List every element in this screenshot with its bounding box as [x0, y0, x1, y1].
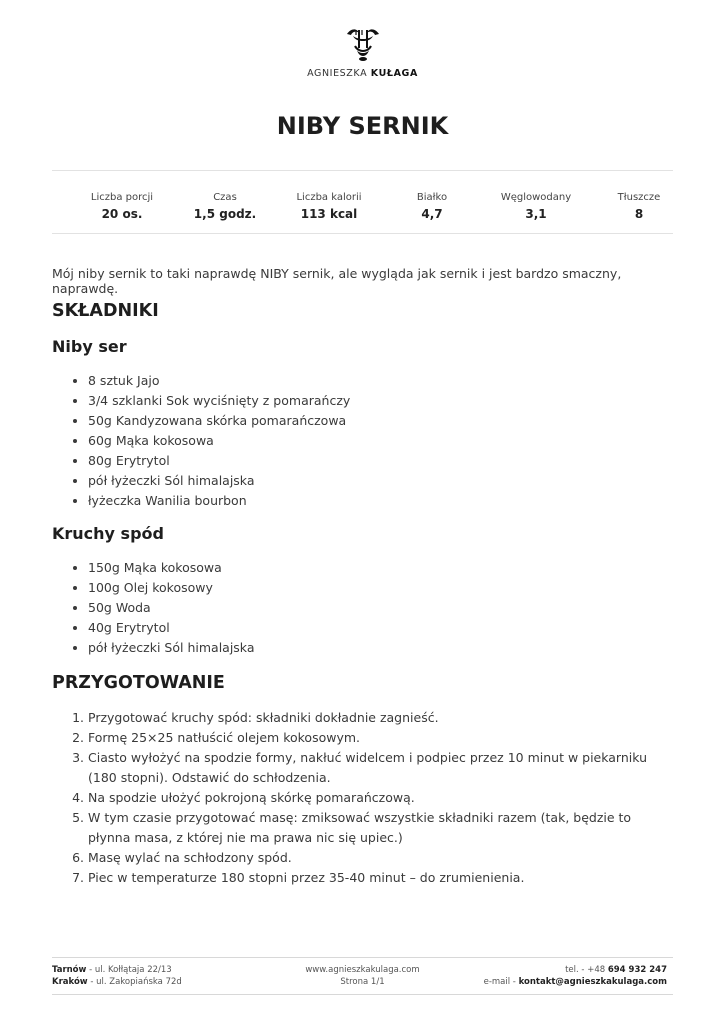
footer-email-label: e-mail - [483, 977, 519, 987]
page-footer [52, 957, 673, 995]
ingredient-group-title: Niby ser [52, 337, 127, 356]
footer-email [484, 976, 667, 988]
ingredient-item: • 3/4 szklanki Sok wyciśnięty z pomarańczy [88, 391, 677, 411]
recipe-intro: Mój niby sernik to taki naprawdę NIBY sernik, ale wygląda jak sernik i jest bardzo smaczny, naprawdę. [52, 266, 622, 296]
footer-street: - ul. Zakopiańska 72d [87, 977, 182, 987]
ingredient-item: • pół łyżeczki Sól himalajska [88, 638, 677, 658]
footer-contact [484, 964, 667, 988]
ingredient-item: • 60g Mąka kokosowa [88, 431, 677, 451]
preparation-step: 2. Formę 25×25 natłuścić olejem kokosowym. [88, 728, 677, 748]
brand-name-first: AGNIESZKA [307, 68, 368, 79]
preparation-step: 7. Piec w temperaturze 180 stopni przez 35-40 minut – do zrumienienia. [88, 868, 677, 888]
stat-time [175, 191, 275, 221]
footer-email-link[interactable]: kontakt@agnieszkakulaga.com [518, 977, 667, 987]
ingredient-list [52, 558, 677, 658]
stat-label: Tłuszcze [617, 192, 661, 203]
footer-phone-label: tel. - +48 [565, 965, 608, 975]
header-logo [0, 26, 725, 79]
footer-page-number: Strona 1/1 [340, 977, 385, 987]
preparation-step: 4. Na spodzie ułożyć pokrojoną skórkę pomarańczową. [88, 788, 677, 808]
ingredient-item: • 150g Mąka kokosowa [88, 558, 677, 578]
footer-city: Kraków [52, 977, 88, 987]
footer-street: - ul. Kołłątaja 22/13 [86, 965, 172, 975]
ingredient-item: • łyżeczka Wanilia bourbon [88, 491, 677, 511]
stat-calories [279, 191, 379, 221]
stat-protein [382, 191, 482, 221]
stat-carbs [486, 191, 586, 221]
footer-website-link[interactable]: www.agnieszkakulaga.com [305, 965, 420, 975]
ingredient-item: • 50g Woda [88, 598, 677, 618]
stat-fat [589, 191, 689, 221]
ingredient-item: • 80g Erytrytol [88, 451, 677, 471]
stat-label: Czas [213, 192, 237, 203]
footer-phone-number[interactable]: 694 932 247 [607, 965, 667, 975]
footer-phone [484, 964, 667, 976]
brand-logo-icon [343, 26, 383, 62]
stat-servings [72, 191, 172, 221]
brand-name-last: KUŁAGA [370, 68, 418, 79]
stat-value: 20 os. [101, 207, 143, 221]
stat-value: 1,5 godz. [193, 207, 257, 221]
preparation-step: 1. Przygotować kruchy spód: składniki dokładnie zagnieść. [88, 708, 677, 728]
stat-label: Węglowodany [500, 192, 572, 203]
stat-label: Liczba porcji [90, 192, 154, 203]
stat-value: 113 kcal [300, 207, 358, 221]
preparation-step: 6. Masę wylać na schłodzony spód. [88, 848, 677, 868]
preparation-step: 5. W tym czasie przygotować masę: zmiksować wszystkie składniki razem (tak, będzie to płynna masa, z której nie ma prawa nic się upiec.) [88, 808, 677, 848]
stat-label: Liczba kalorii [296, 192, 362, 203]
footer-city: Tarnów [52, 965, 87, 975]
brand-name [0, 68, 725, 79]
recipe-title: NIBY SERNIK [276, 112, 449, 140]
preparation-step: 3. Ciasto wyłożyć na spodzie formy, nakłuć widelcem i podpiec przez 10 minut w piekarniku (180 stopni). Odstawić do schłodzenia. [88, 748, 677, 788]
stat-label: Białko [416, 192, 448, 203]
recipe-stats [52, 170, 673, 234]
ingredients-heading: SKŁADNIKI [52, 301, 159, 321]
ingredient-item: • 40g Erytrytol [88, 618, 677, 638]
preparation-steps [52, 708, 677, 888]
stat-value: 3,1 [525, 207, 547, 221]
ingredient-item: • 50g Kandyzowana skórka pomarańczowa [88, 411, 677, 431]
ingredient-list [52, 371, 677, 511]
ingredient-item: • 100g Olej kokosowy [88, 578, 677, 598]
stat-value: 8 [634, 207, 644, 221]
ingredient-item: • 8 sztuk Jajo [88, 371, 677, 391]
stat-value: 4,7 [421, 207, 443, 221]
ingredient-item: • pół łyżeczki Sól himalajska [88, 471, 677, 491]
preparation-heading: PRZYGOTOWANIE [52, 673, 225, 693]
ingredient-group-title: Kruchy spód [52, 524, 164, 543]
